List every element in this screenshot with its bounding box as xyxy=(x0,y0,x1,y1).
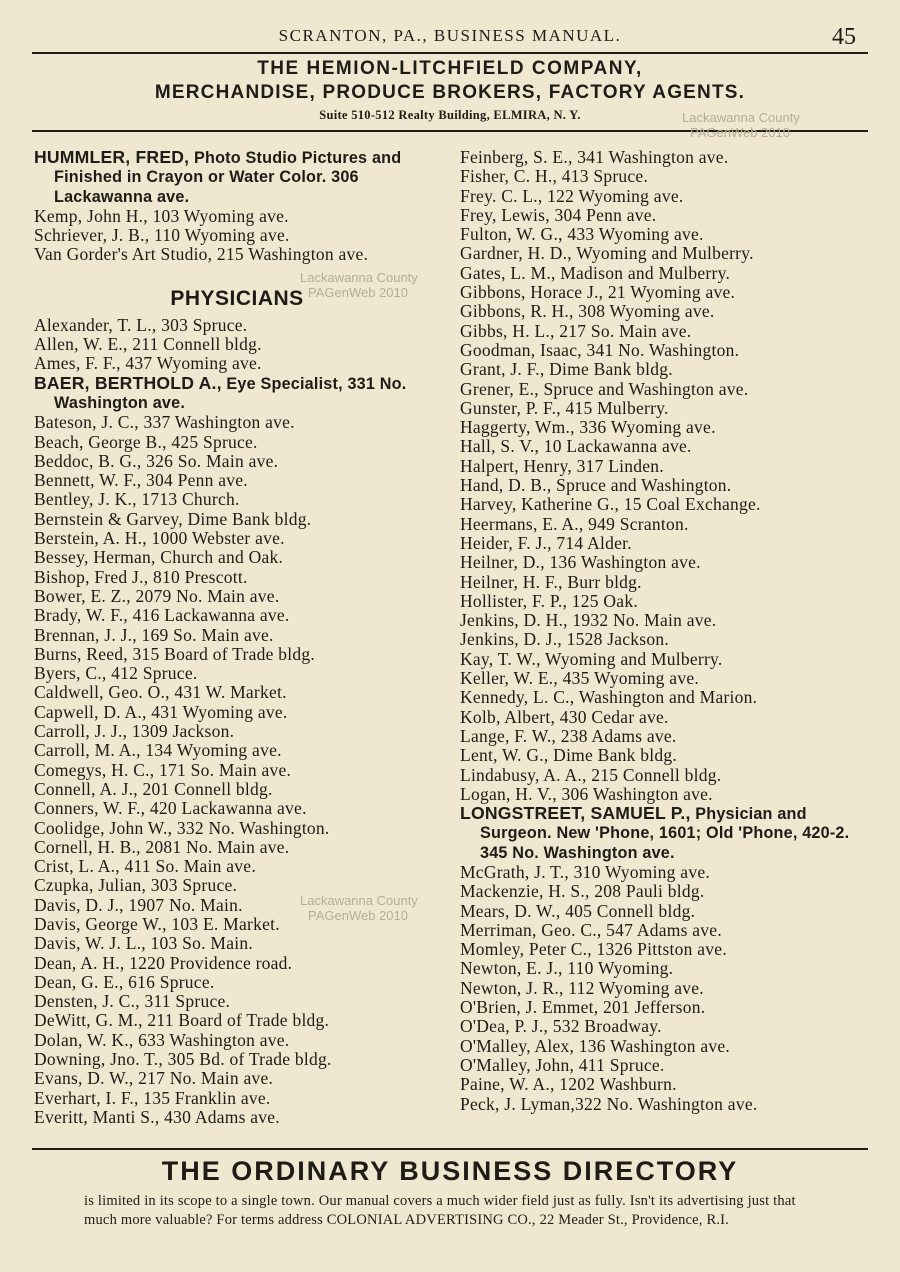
directory-entry: Allen, W. E., 211 Connell bldg. xyxy=(34,334,262,355)
directory-entry: Byers, C., 412 Spruce. xyxy=(34,663,198,684)
directory-entry: Evans, D. W., 217 No. Main ave. xyxy=(34,1068,274,1089)
directory-entry: Gardner, H. D., Wyoming and Mulberry. xyxy=(460,243,754,264)
listing-group-photographers xyxy=(34,148,440,265)
directory-entry: Densten, J. C., 311 Spruce. xyxy=(34,991,231,1012)
directory-entry: Everitt, Manti S., 430 Adams ave. xyxy=(34,1106,280,1127)
section-heading-physicians: PHYSICIANS xyxy=(170,286,304,310)
directory-entry: Caldwell, Geo. O., 431 W. Market. xyxy=(34,682,287,703)
directory-entry: Gibbons, R. H., 308 Wyoming ave. xyxy=(460,301,715,322)
directory-entry: Halpert, Henry, 317 Linden. xyxy=(460,455,664,476)
directory-entry: Carroll, J. J., 1309 Jackson. xyxy=(34,721,235,742)
directory-entry: Comegys, H. C., 171 So. Main ave. xyxy=(34,759,292,780)
ad-company-name: THE HEMION-LITCHFIELD COMPANY, xyxy=(257,58,643,79)
directory-entry: Burns, Reed, 315 Board of Trade bldg. xyxy=(34,643,315,664)
directory-entry: Merriman, Geo. C., 547 Adams ave. xyxy=(460,919,722,940)
directory-entry: Bateson, J. C., 337 Washington ave. xyxy=(34,412,295,433)
directory-entry: O'Dea, P. J., 532 Broadway. xyxy=(460,1016,662,1037)
directory-entry: Alexander, T. L., 303 Spruce. xyxy=(34,314,248,335)
directory-entry: Dean, A. H., 1220 Providence road. xyxy=(34,952,293,973)
directory-entry: Capwell, D. A., 431 Wyoming ave. xyxy=(34,701,288,722)
directory-entry: Dolan, W. K., 633 Washington ave. xyxy=(34,1029,290,1050)
entry-details: Eye Specialist, 331 No. Washington ave. xyxy=(54,374,407,412)
directory-entry: Bentley, J. K., 1713 Church. xyxy=(34,489,240,510)
directory-entry: Keller, W. E., 435 Wyoming ave. xyxy=(460,668,699,689)
header-rule-top xyxy=(32,52,868,54)
directory-entry: McGrath, J. T., 310 Wyoming ave. xyxy=(460,861,710,882)
footer-rule xyxy=(32,1148,868,1150)
directory-entry: Crist, L. A., 411 So. Main ave. xyxy=(34,856,256,877)
footer-ad-text: is limited in its scope to a single town. Our manual covers a much wider field just as fully. Isn't its advertising just that much more valuable? For terms address COLONIAL ADVERTISING CO., 22 Meader St., Providence, R.I. xyxy=(84,1193,796,1228)
directory-entry: Coolidge, John W., 332 No. Washington. xyxy=(34,817,330,838)
ad-company-trade: MERCHANDISE, PRODUCE BROKERS, FACTORY AGENTS. xyxy=(154,82,746,103)
directory-entry: Heilner, D., 136 Washington ave. xyxy=(460,552,701,573)
directory-entry: Frey, Lewis, 304 Penn ave. xyxy=(460,204,657,225)
directory-entry: Grener, E., Spruce and Washington ave. xyxy=(460,378,749,399)
page-number: 45 xyxy=(832,24,856,50)
directory-entry: Hall, S. V., 10 Lackawanna ave. xyxy=(460,436,692,457)
directory-entry: Newton, J. R., 112 Wyoming ave. xyxy=(460,977,704,998)
directory-entry: Van Gorder's Art Studio, 215 Washington ave. xyxy=(34,244,369,265)
directory-entry: Kay, T. W., Wyoming and Mulberry. xyxy=(460,648,723,669)
directory-entry: Frey. C. L., 122 Wyoming ave. xyxy=(460,185,684,206)
directory-entry: O'Malley, John, 411 Spruce. xyxy=(460,1054,665,1075)
directory-entry: Schriever, J. B., 110 Wyoming ave. xyxy=(34,225,290,246)
directory-entry: Ames, F. F., 437 Wyoming ave. xyxy=(34,353,262,374)
directory-entry: Haggerty, Wm., 336 Wyoming ave. xyxy=(460,417,716,438)
directory-entry: Fisher, C. H., 413 Spruce. xyxy=(460,166,649,187)
directory-entry: Heider, F. J., 714 Alder. xyxy=(460,532,632,553)
directory-entry: Goodman, Isaac, 341 No. Washington. xyxy=(460,339,740,360)
directory-entry: Bishop, Fred J., 810 Prescott. xyxy=(34,566,248,587)
directory-entry: Cornell, H. B., 2081 No. Main ave. xyxy=(34,836,290,857)
entry-name: LONGSTREET, SAMUEL P., xyxy=(460,803,691,824)
directory-entry-featured xyxy=(34,374,440,414)
directory-entry: O'Malley, Alex, 136 Washington ave. xyxy=(460,1035,731,1056)
directory-entry: Mears, D. W., 405 Connell bldg. xyxy=(460,900,696,921)
directory-entry: DeWitt, G. M., 211 Board of Trade bldg. xyxy=(34,1010,330,1031)
directory-entry: Bernstein & Garvey, Dime Bank bldg. xyxy=(34,508,312,529)
directory-entry: Jenkins, D. H., 1932 No. Main ave. xyxy=(460,610,717,631)
entry-details: Photo Studio Pictures and Finished in Crayon or Water Color. 306 Lackawanna ave. xyxy=(54,149,402,206)
directory-entry-featured xyxy=(460,804,866,863)
directory-entry: Gibbons, Horace J., 21 Wyoming ave. xyxy=(460,282,736,303)
directory-entry: Heilner, H. F., Burr bldg. xyxy=(460,571,642,592)
directory-entry: Kolb, Albert, 430 Cedar ave. xyxy=(460,706,669,727)
directory-entry: Mackenzie, H. S., 208 Pauli bldg. xyxy=(460,881,705,902)
directory-entry: Lange, F. W., 238 Adams ave. xyxy=(460,725,677,746)
directory-entry: Connell, A. J., 201 Connell bldg. xyxy=(34,778,273,799)
directory-entry: Beddoc, B. G., 326 So. Main ave. xyxy=(34,450,279,471)
entry-details: Physician and Surgeon. New 'Phone, 1601; Old 'Phone, 420-2. 345 No. Washington ave. xyxy=(480,805,850,862)
directory-entry: Hollister, F. P., 125 Oak. xyxy=(460,590,638,611)
directory-entry: Lent, W. G., Dime Bank bldg. xyxy=(460,745,677,766)
directory-column-right xyxy=(460,148,866,1114)
directory-entry: Davis, George W., 103 E. Market. xyxy=(34,913,280,934)
directory-entry-featured xyxy=(34,148,440,207)
directory-entry: Gunster, P. F., 415 Mulberry. xyxy=(460,397,669,418)
directory-entry: Berstein, A. H., 1000 Webster ave. xyxy=(34,528,285,549)
directory-entry: Paine, W. A., 1202 Washburn. xyxy=(460,1074,677,1095)
listing-group-physicians-continued xyxy=(460,148,866,1114)
directory-entry: Davis, W. J. L., 103 So. Main. xyxy=(34,933,253,954)
directory-entry: Carroll, M. A., 134 Wyoming ave. xyxy=(34,740,282,761)
directory-entry: Fulton, W. G., 433 Wyoming ave. xyxy=(460,224,704,245)
directory-entry: Gates, L. M., Madison and Mulberry. xyxy=(460,262,731,283)
watermark: Lackawanna County PAGenWeb 2010 xyxy=(300,270,418,300)
directory-entry: Feinberg, S. E., 341 Washington ave. xyxy=(460,147,729,167)
directory-column-left xyxy=(34,148,440,1127)
directory-entry: Newton, E. J., 110 Wyoming. xyxy=(460,958,674,979)
entry-name: HUMMLER, FRED, xyxy=(34,147,190,167)
listing-group-physicians xyxy=(34,316,440,1127)
directory-entry: Kennedy, L. C., Washington and Marion. xyxy=(460,687,758,708)
directory-entry: Lindabusy, A. A., 215 Connell bldg. xyxy=(460,764,722,785)
directory-entry: Downing, Jno. T., 305 Bd. of Trade bldg. xyxy=(34,1049,332,1070)
running-title: SCRANTON, PA., BUSINESS MANUAL. xyxy=(278,26,622,45)
directory-entry: Logan, H. V., 306 Washington ave. xyxy=(460,783,713,804)
ad-company-address: Suite 510-512 Realty Building, ELMIRA, N. Y. xyxy=(319,108,581,122)
directory-entry: Brady, W. F., 416 Lackawanna ave. xyxy=(34,605,290,626)
directory-entry: Bessey, Herman, Church and Oak. xyxy=(34,547,284,568)
directory-entry: Harvey, Katherine G., 15 Coal Exchange. xyxy=(460,494,761,515)
entry-name: BAER, BERTHOLD A., xyxy=(34,372,222,393)
footer-ad-heading: THE ORDINARY BUSINESS DIRECTORY xyxy=(161,1156,739,1186)
directory-entry: Dean, G. E., 616 Spruce. xyxy=(34,971,215,992)
directory-entry: Momley, Peter C., 1326 Pittston ave. xyxy=(460,939,727,960)
directory-entry: O'Brien, J. Emmet, 201 Jefferson. xyxy=(460,997,706,1018)
directory-entry: Gibbs, H. L., 217 So. Main ave. xyxy=(460,320,692,341)
directory-entry: Davis, D. J., 1907 No. Main. xyxy=(34,894,243,915)
directory-entry: Bennett, W. F., 304 Penn ave. xyxy=(34,470,248,491)
directory-entry: Kemp, John H., 103 Wyoming ave. xyxy=(34,205,289,226)
directory-entry: Jenkins, D. J., 1528 Jackson. xyxy=(460,629,669,650)
directory-entry: Conners, W. F., 420 Lackawanna ave. xyxy=(34,798,307,819)
directory-entry: Bower, E. Z., 2079 No. Main ave. xyxy=(34,585,280,606)
directory-entry: Czupka, Julian, 303 Spruce. xyxy=(34,875,238,896)
directory-entry: Brennan, J. J., 169 So. Main ave. xyxy=(34,624,274,645)
directory-entry: Beach, George B., 425 Spruce. xyxy=(34,431,258,452)
watermark: Lackawanna County PAGenWeb 2010 xyxy=(682,110,800,140)
directory-entry: Grant, J. F., Dime Bank bldg. xyxy=(460,359,673,380)
directory-entry: Peck, J. Lyman,322 No. Washington ave. xyxy=(460,1093,758,1114)
directory-entry: Heermans, E. A., 949 Scranton. xyxy=(460,513,689,534)
watermark: Lackawanna County PAGenWeb 2010 xyxy=(300,893,418,923)
directory-entry: Hand, D. B., Spruce and Washington. xyxy=(460,475,732,496)
directory-entry: Everhart, I. F., 135 Franklin ave. xyxy=(34,1087,271,1108)
